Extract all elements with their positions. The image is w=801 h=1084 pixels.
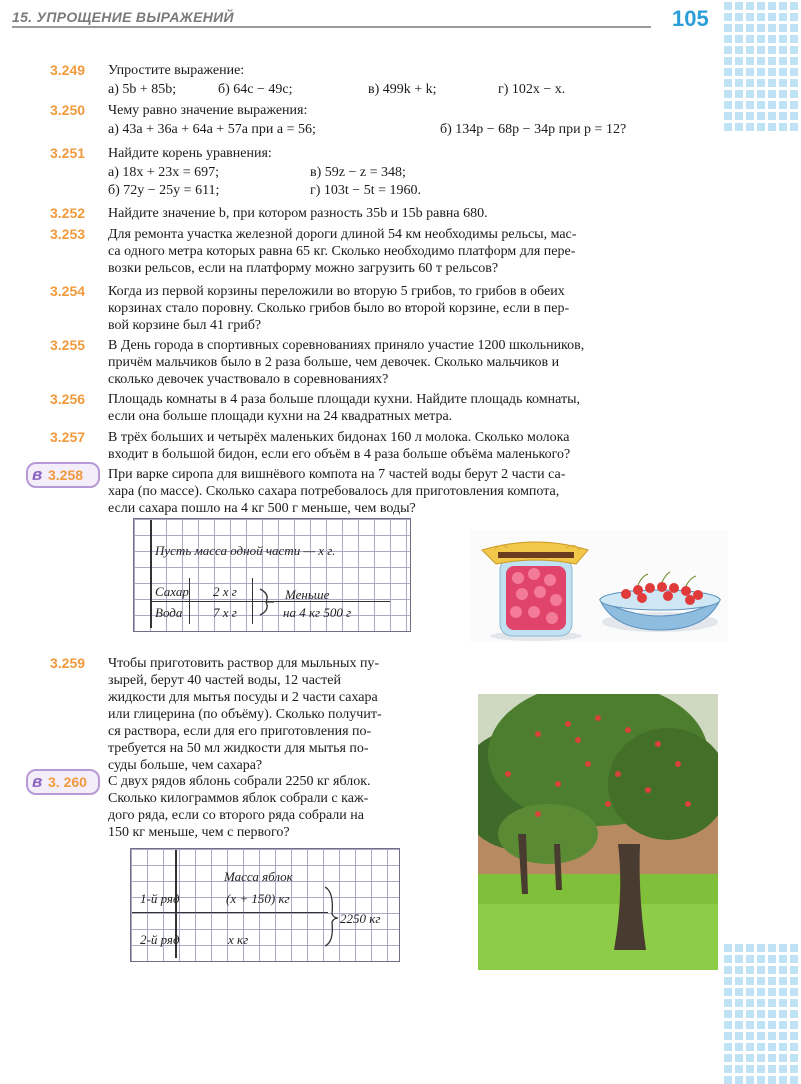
grid-cell: 7 x г [213,605,237,620]
problem-number: 3.253 [50,226,86,242]
grid-title: Пусть масса одной части — x г. [155,543,336,558]
problem-number: 3.258 [48,467,84,483]
brace-icon [322,884,340,948]
problem-text-line: Чтобы приготовить раствор для мыльных пу- [108,656,380,671]
problem-text-line: суды больше, чем сахара? [108,758,263,773]
brace-icon [256,586,276,618]
option-b: б) 64c − 49c; [218,82,293,97]
apple-orchard-photo [478,694,718,970]
problem-text: Найдите корень уравнения: [108,146,272,161]
problem-number: 3.250 [50,102,86,118]
problem-number: 3.254 [50,283,86,299]
problem-text-line: требуется на 50 мл жидкости для мытья по- [108,741,369,756]
problem-number: 3.249 [50,62,86,78]
problem-text: Упростите выражение: [108,63,245,78]
problem-text-line: 150 кг меньше, чем с первого? [108,825,290,840]
grid-cell: 2 x г [213,584,237,599]
option-b: б) 134p − 68p − 34p при p = 12? [440,122,627,137]
problem-text-line: если сахара пошло на 4 кг 500 г меньше, чем воды? [108,501,416,516]
problem-text-line: хара (по массе). Сколько сахара потребовалось для приготовления компота, [108,484,560,499]
grid-cell: x кг [228,932,249,947]
problem-text-line: В День города в спортивных соревнованиях приняло участие 1200 школьников, [108,338,585,353]
grid-total: 2250 кг [340,911,381,926]
grid-row-divider [132,912,328,913]
problem-text-line: Сколько килограммов яблок собрали с каж- [108,791,369,806]
grid-cell: 2-й ряд [140,932,180,947]
problem-text-line: зырей, берут 40 частей воды, 12 частей [108,673,341,688]
problem-text-line: са одного метра которых равна 65 кг. Сколько необходимо платформ для пере- [108,244,576,259]
problem-text-line: вой корзине был 41 гриб? [108,318,262,333]
page-header [0,0,801,40]
problem-text-line: корзинах стало поровну. Сколько грибов было во второй корзине, если в пер- [108,301,570,316]
badge-letter: в [32,465,43,484]
badge-letter: в [32,772,43,791]
difficulty-badge [26,462,100,488]
problem-text-line: возки рельсов, если на платформу можно загрузить 60 т рельсов? [108,261,499,276]
option-d: г) 103t − 5t = 1960. [310,183,421,198]
problem-text-line: причём мальчиков было в 2 раза больше, чем девочек. Сколько мальчиков и [108,355,560,370]
option-d: г) 102x − x. [498,82,566,97]
problem-number: 3.252 [50,205,86,221]
problem-text-line: или глицерина (по объёму). Сколько получит- [108,707,382,722]
option-b: б) 72y − 25y = 611; [108,183,220,198]
problem-text: Чему равно значение выражения: [108,103,308,118]
option-c: в) 499k + k; [368,82,437,97]
cherry-jar-illustration [470,530,728,642]
problem-text-line: С двух рядов яблонь собрали 2250 кг яблок. [108,774,371,789]
problem-text-line: При варке сиропа для вишнёвого компота на 7 частей воды берут 2 части са- [108,467,566,482]
corner-decoration-top [724,2,798,131]
grid-margin-line [150,520,152,628]
problem-number: 3.251 [50,145,86,161]
grid-cell: (x + 150) кг [226,891,290,906]
problem-number: 3.257 [50,429,86,445]
problem-text-line: Площадь комнаты в 4 раза больше площади кухни. Найдите площадь комнаты, [108,392,580,407]
grid-cell: 1-й ряд [140,891,180,906]
chapter-title: 15. УПРОЩЕНИЕ ВЫРАЖЕНИЙ [12,9,234,25]
problem-text-line: если она больше площади кухни на 24 квадратных метра. [108,409,453,424]
problem-number: 3. 260 [48,774,87,790]
problem-text: Найдите значение b, при котором разность 35b и 15b равна 680. [108,206,488,221]
problem-text-line: сколько девочек участвовало в соревнованиях? [108,372,389,387]
option-c: в) 59z − z = 348; [310,165,406,180]
option-a: а) 43a + 36a + 64a + 57a при a = 56; [108,122,316,137]
grid-cell: на 4 кг 500 г [283,605,352,620]
problem-text-line: жидкости для мытья посуды и 2 части сахара [108,690,378,705]
grid-header: Масса яблок [224,869,293,884]
problem-text-line: Когда из первой корзины переложили во вторую 5 грибов, то грибов в обеих [108,284,565,299]
grid-cell: Сахар [155,584,189,599]
option-a: а) 5b + 85b; [108,82,177,97]
grid-cell: Меньше [285,587,330,602]
grid-cell: Вода [155,605,183,620]
problem-text-line: входит в большой бидон, если его объём в 4 раза больше объёма маленького? [108,447,571,462]
difficulty-badge [26,769,100,795]
problem-text-line: ся раствора, если для его приготовления по- [108,724,372,739]
header-rule [12,26,651,28]
problem-number: 3.256 [50,391,86,407]
problem-text-line: Для ремонта участка железной дороги длиной 54 км необходимы рельсы, мас- [108,227,577,242]
problem-number: 3.255 [50,337,86,353]
problem-number: 3.259 [50,655,86,671]
option-a: а) 18x + 23x = 697; [108,165,220,180]
problem-text-line: В трёх больших и четырёх маленьких бидонах 160 л молока. Сколько молока [108,430,570,445]
corner-decoration-bottom [724,944,798,1084]
page-number: 105 [672,6,709,31]
problem-text-line: дого ряда, если со второго ряда собрали на [108,808,364,823]
